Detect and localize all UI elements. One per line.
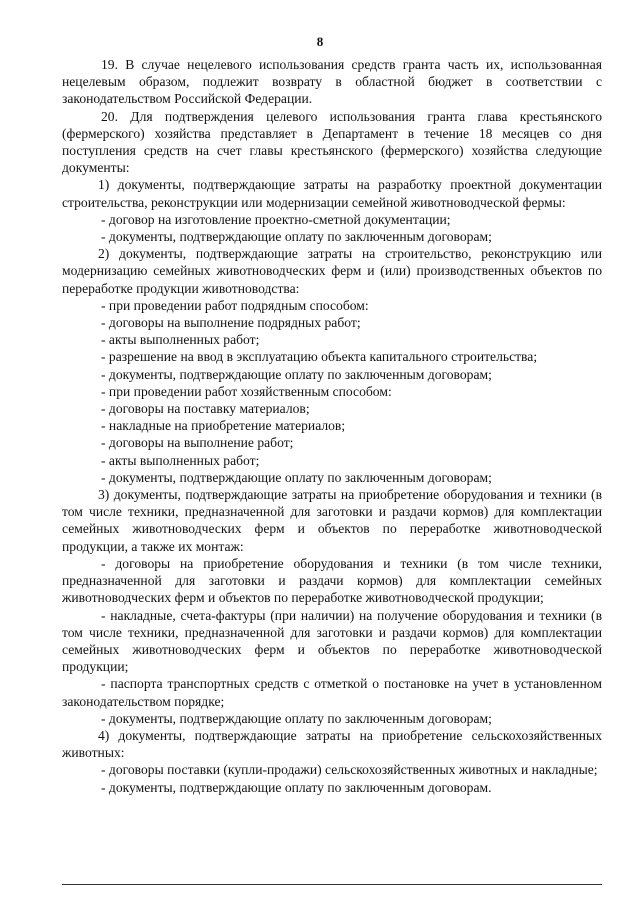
list-item: - договоры на приобретение оборудования и техники (в том числе техники, предназначенной для заготовки и раздачи кормов) для комплектации семейных животноводческих ферм и объектов по переработке животноводческой продукции;	[62, 555, 602, 606]
list-item: - договоры на выполнение подрядных работ;	[101, 315, 361, 331]
page-number: 8	[316, 34, 324, 49]
list-item: - документы, подтверждающие оплату по заключенным договорам.	[101, 779, 492, 795]
list-item: - накладные, счета-фактуры (при наличии) на получение оборудования и техники (в том числе техники, предназначенной для заготовки и раздачи кормов) для комплектации семейных животноводческих ферм и объектов по переработке животноводческой продукции;	[62, 607, 602, 675]
item-4-animals: 4) документы, подтверждающие затраты на приобретение сельскохозяйственных животных:	[62, 727, 602, 761]
list-item: - накладные на приобретение материалов;	[101, 418, 346, 434]
list-item: - акты выполненных работ;	[101, 332, 260, 348]
item-3-equipment: 3) документы, подтверждающие затраты на приобретение оборудования и техники (в том числе техники, предназначенной для заготовки и раздачи кормов) для комплектации семейных животноводческих ферм и объектов по переработке животноводческой продукции, а также их монтаж:	[62, 487, 602, 554]
list-item: - при проведении работ подрядным способом:	[101, 297, 369, 313]
item-2-construction: 2) документы, подтверждающие затраты на строительство, реконструкцию или модернизацию семейных животноводческих ферм и (или) производственных объектов по переработке продукции животноводства:	[62, 246, 602, 296]
list-item: - договоры на поставку материалов;	[101, 401, 310, 417]
list-item: - документы, подтверждающие оплату по заключенным договорам;	[101, 710, 492, 726]
paragraph-19: 19. В случае нецелевого использования средств гранта часть их, использованная нецелевым образом, подлежит возврату в областной бюджет в соответствии с законодательством Российской Федерации.	[62, 57, 602, 107]
footer-divider	[62, 884, 602, 885]
list-item: - при проведении работ хозяйственным способом:	[101, 383, 392, 399]
paragraph-20: 20. Для подтверждения целевого использования гранта глава крестьянского (фермерского) хозяйства представляет в Департамент в течение 18 месяцев со дня поступления средств на счет главы крестьянского (фермерского) хозяйства следующие документы:	[62, 108, 602, 176]
list-item: - документы, подтверждающие оплату по заключенным договорам;	[101, 366, 492, 382]
list-item: - договоры на выполнение работ;	[101, 435, 294, 451]
list-item: - разрешение на ввод в эксплуатацию объекта капитального строительства;	[101, 349, 538, 365]
list-item: - договоры поставки (купли-продажи) сельскохозяйственных животных и накладные;	[101, 762, 598, 778]
list-item: - договор на изготовление проектно-сметной документации;	[101, 211, 451, 227]
item-1-design-docs: 1) документы, подтверждающие затраты на разработку проектной документации строительства, реконструкции или модернизации семейной животноводческой фермы:	[62, 177, 602, 210]
list-item: - акты выполненных работ;	[101, 452, 260, 468]
list-item: - паспорта транспортных средств с отметкой о постановке на учет в установленном законодательством порядке;	[62, 676, 602, 709]
list-item: - документы, подтверждающие оплату по заключенным договорам;	[101, 469, 492, 485]
document-body	[62, 56, 602, 796]
list-item: - документы, подтверждающие оплату по заключенным договорам;	[101, 229, 492, 245]
